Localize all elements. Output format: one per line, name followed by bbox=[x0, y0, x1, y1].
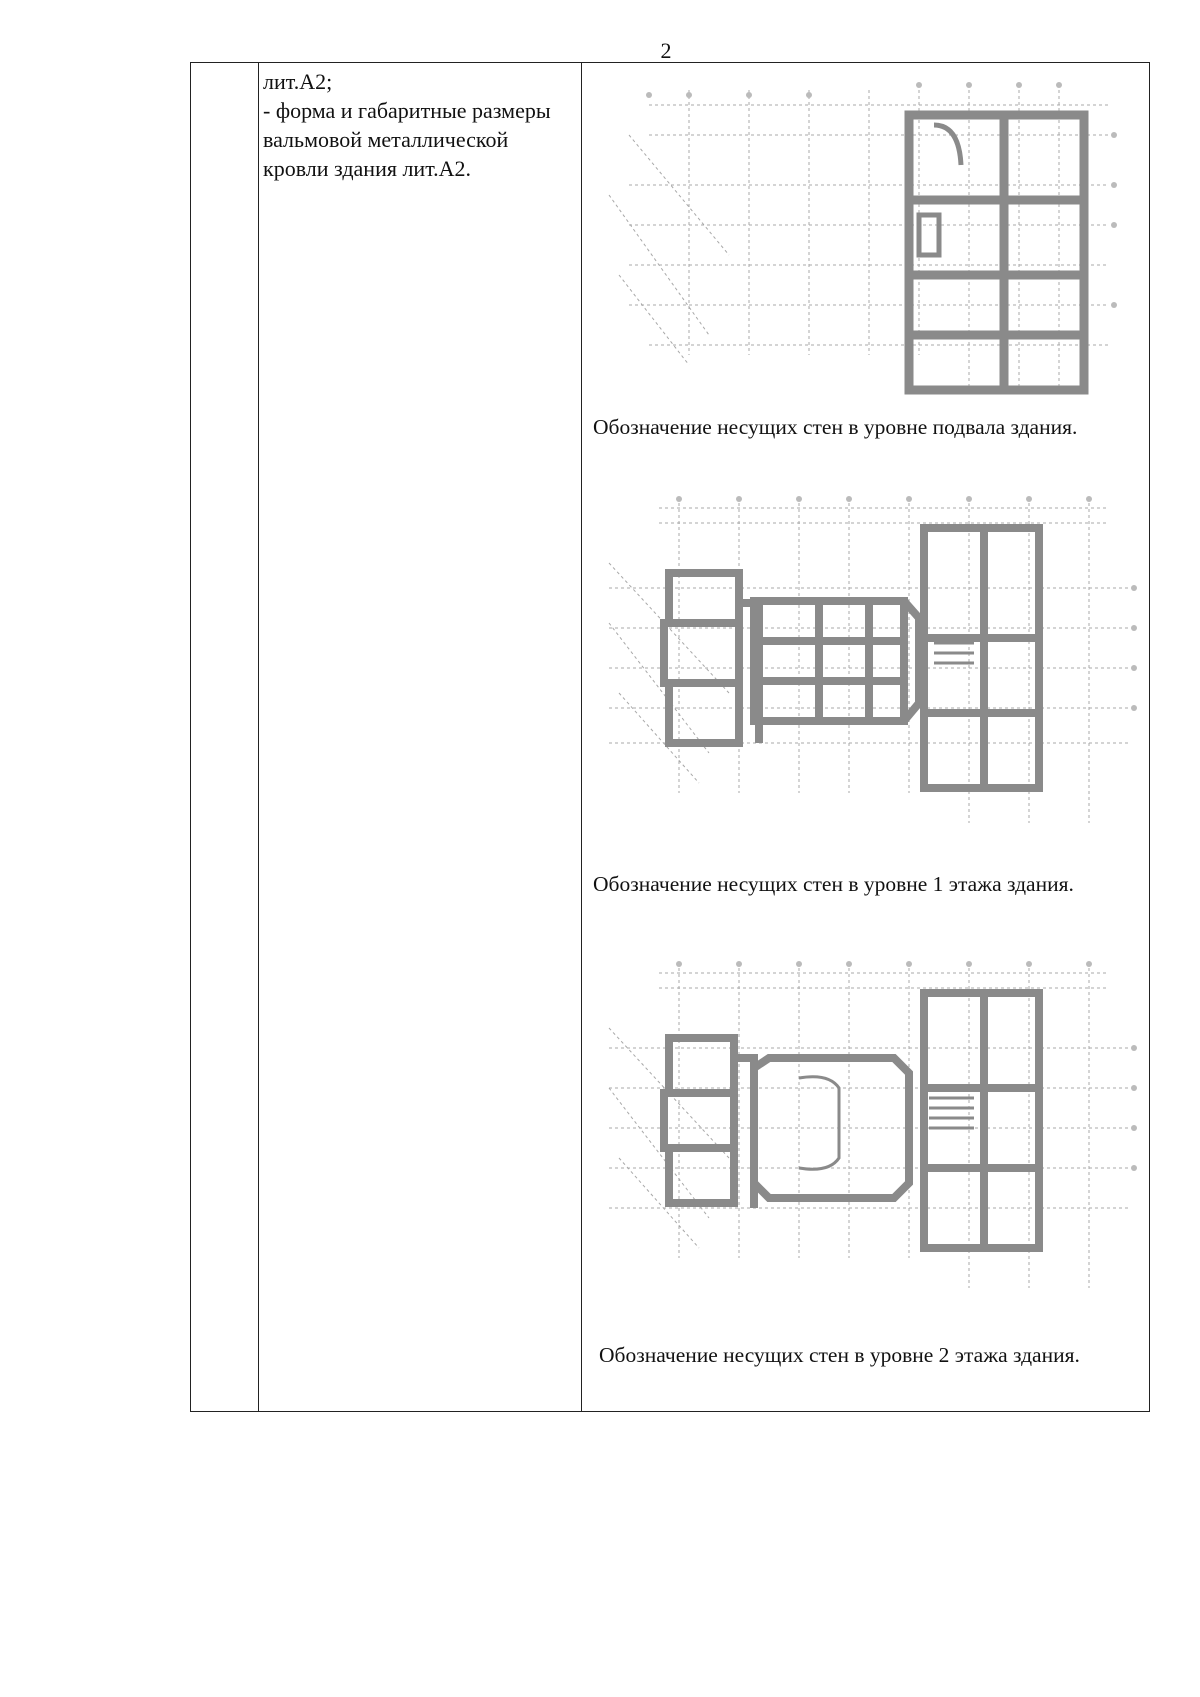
column-divider-1 bbox=[258, 63, 259, 1411]
description-line-2: - форма и габаритные размеры вальмовой металлической кровли здания лит.А2. bbox=[263, 98, 551, 181]
second-floor-plan-figure bbox=[589, 958, 1144, 1303]
first-floor-plan-caption: Обозначение несущих стен в уровне 1 этажа здания. bbox=[593, 872, 1074, 896]
basement-plan-drawing bbox=[589, 75, 1144, 405]
page-number: 2 bbox=[660, 38, 672, 63]
first-floor-plan-figure bbox=[589, 493, 1144, 838]
second-floor-plan-drawing bbox=[589, 958, 1144, 1303]
basement-plan-figure bbox=[589, 75, 1144, 405]
description-line-1: лит.А2; bbox=[263, 69, 333, 94]
basement-plan-caption: Обозначение несущих стен в уровне подвала здания. bbox=[593, 415, 1078, 439]
document-table bbox=[190, 62, 1150, 1412]
column-divider-2 bbox=[581, 63, 582, 1411]
first-floor-plan-drawing bbox=[589, 493, 1144, 838]
second-floor-plan-caption: Обозначение несущих стен в уровне 2 этажа здания. bbox=[599, 1343, 1080, 1367]
description-cell bbox=[263, 67, 563, 183]
